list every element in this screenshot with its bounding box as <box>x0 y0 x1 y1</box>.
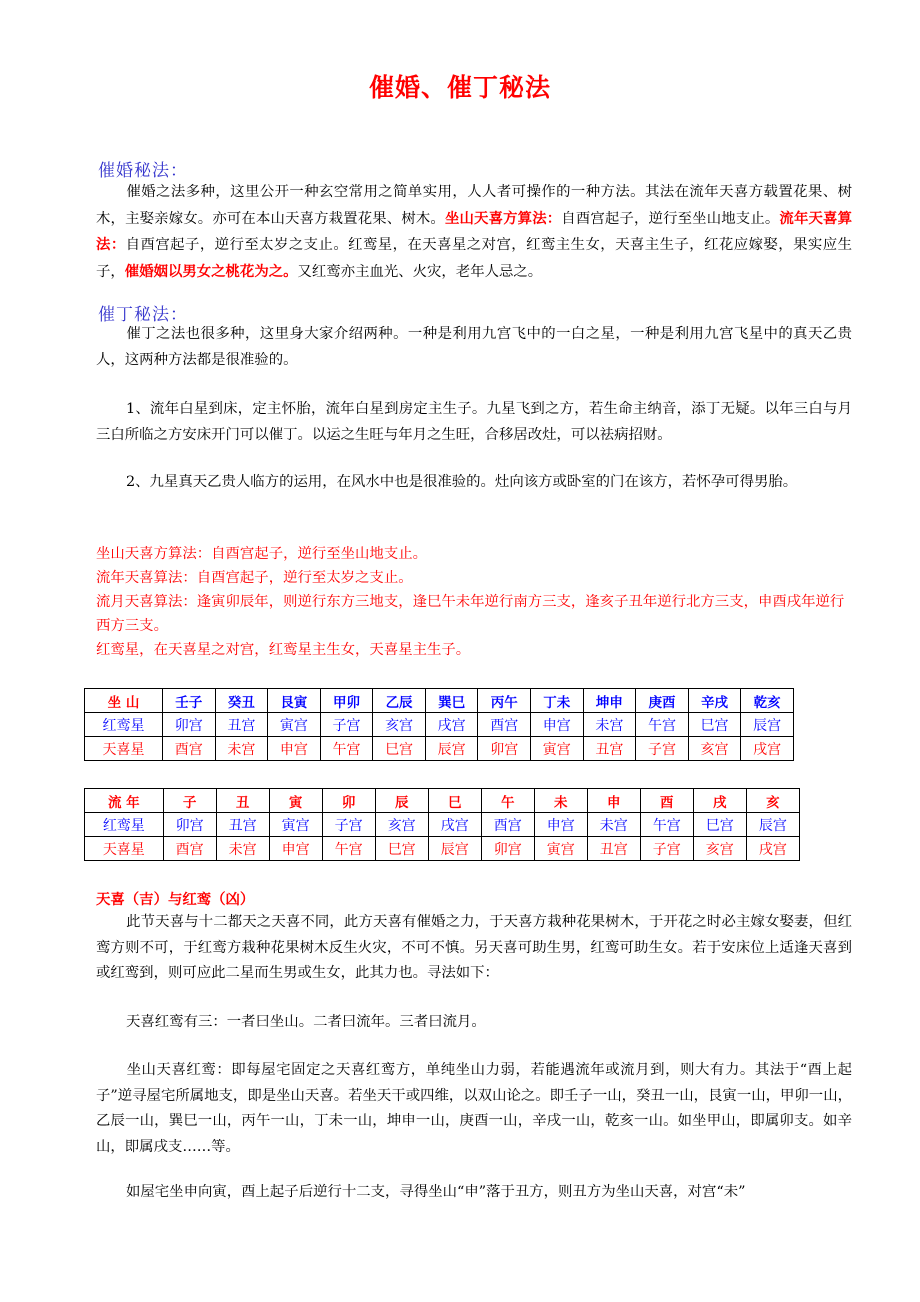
table-cell: 未宫 <box>216 837 269 861</box>
table-cell: 卯宫 <box>162 713 215 737</box>
table-cell: 辰宫 <box>741 713 794 737</box>
table-cell: 戌宫 <box>746 837 799 861</box>
table-cell: 寅宫 <box>531 737 584 761</box>
table-cell: 寅 <box>269 789 322 813</box>
table-cell: 子宫 <box>320 713 373 737</box>
row-label: 红鸾星 <box>85 813 164 837</box>
table-cell: 卯宫 <box>481 837 534 861</box>
xi-luan-paragraph-1 <box>96 910 852 987</box>
table-cell: 巳宫 <box>688 713 741 737</box>
table-cell: 寅宫 <box>269 813 322 837</box>
marriage-text-g: 又红鸾亦主血光、火灾，老年人忌之。 <box>297 263 543 280</box>
table-row <box>85 813 800 837</box>
row-label: 红鸾星 <box>85 713 163 737</box>
table-cell: 子宫 <box>636 737 689 761</box>
table-cell: 辰宫 <box>428 837 481 861</box>
table-cell: 寅宫 <box>268 713 321 737</box>
row-label: 流 年 <box>85 789 164 813</box>
table-cell: 丁未 <box>531 689 584 713</box>
marriage-text-b: 坐山天喜方算法： <box>444 209 562 227</box>
marriage-text-f: 催婚姻以男女之桃花为之。 <box>124 262 298 280</box>
xi-luan-text-4: 如屋宅坐申向寅，酉上起子后逆行十二支，寻得坐山“申”落于丑方，则丑方为坐山天喜，对宫“未” <box>126 1184 746 1200</box>
child-paragraph-1 <box>96 322 852 373</box>
table-cell: 亥宫 <box>693 837 746 861</box>
page-title: 催婚、催丁秘法 <box>368 73 551 102</box>
child-paragraph-2 <box>96 397 852 448</box>
table-cell: 丑宫 <box>587 837 640 861</box>
table-cell: 子宫 <box>322 813 375 837</box>
table-cell: 亥宫 <box>375 813 428 837</box>
table-cell: 酉宫 <box>478 713 531 737</box>
table-cell: 卯宫 <box>478 737 531 761</box>
marriage-paragraph <box>96 180 852 285</box>
red-note-1: 坐山天喜方算法：自酉宫起子，逆行至坐山地支止。 <box>96 546 427 562</box>
table-row <box>85 737 794 761</box>
table-cell: 辰宫 <box>746 813 799 837</box>
table-cell: 巳宫 <box>693 813 746 837</box>
table-cell: 午宫 <box>322 837 375 861</box>
table-cell: 丑 <box>216 789 269 813</box>
table-cell: 辛戌 <box>688 689 741 713</box>
table-cell: 卯 <box>322 789 375 813</box>
child-text-2: 1、流年白星到床，定主怀胎，流年白星到房定主生子。九星飞到之方，若生命主纳音，添丁无疑。以年三白与月三白所临之方安床开门可以催丁。以运之生旺与年月之生旺，合移居改灶，可以祛病招财。 <box>96 401 852 443</box>
table-cell: 寅宫 <box>534 837 587 861</box>
table-cell: 坤申 <box>583 689 636 713</box>
xi-luan-text-3: 坐山天喜红鸾：即每屋宅固定之天喜红鸾方，单纯坐山力弱，若能遇流年或流月到，则大有力。其法于“酉上起子”逆寻屋宅所属地支，即是坐山天喜。若坐天干或四维，以双山论之。即壬子一山，癸丑一山，艮寅一山，甲卯一山，乙辰一山，巽巳一山，丙午一山，丁未一山，坤申一山，庚酉一山，辛戌一山，乾亥一山。如坐甲山，即属卯支。如辛山，即属戌支……等。 <box>96 1062 852 1155</box>
table-cell: 巳宫 <box>373 737 426 761</box>
section-heading-xi-luan: 天喜（吉）与红鸾（凶） <box>96 891 255 908</box>
table-cell: 午宫 <box>320 737 373 761</box>
table-cell: 戌宫 <box>428 813 481 837</box>
table-cell: 酉宫 <box>481 813 534 837</box>
table-cell: 巳宫 <box>375 837 428 861</box>
table-cell: 子宫 <box>640 837 693 861</box>
marriage-text-a: 催婚之法多种，这里公开一种玄空常用之简单实用，人人者可操作的一种方法。其法在流年天喜方载置花果、树木，主娶亲嫁女。亦可在本山天喜方栽置花果、树木。 <box>96 184 852 227</box>
table-cell: 申宫 <box>534 813 587 837</box>
table-cell: 酉 <box>640 789 693 813</box>
table-cell: 癸丑 <box>215 689 268 713</box>
table-cell: 亥宫 <box>688 737 741 761</box>
table-cell: 卯宫 <box>163 813 216 837</box>
table-cell: 庚酉 <box>636 689 689 713</box>
table-cell: 午宫 <box>640 813 693 837</box>
table-cell: 丙午 <box>478 689 531 713</box>
row-label: 天喜星 <box>85 837 164 861</box>
table-cell: 乙辰 <box>373 689 426 713</box>
table-cell: 亥宫 <box>373 713 426 737</box>
xi-luan-text-1: 此节天喜与十二都天之天喜不同，此方天喜有催婚之力，于天喜方栽种花果树木，于开花之时必主嫁女娶妻，但红鸾方则不可，于红鸾方栽种花果树木反生火灾，不可不慎。另天喜可助生男，红鸾可助生女。若于安床位上适逢天喜到或红鸾到，则可应此二星而生男或生女，此其力也。寻法如下： <box>96 914 852 981</box>
row-label: 坐 山 <box>85 689 163 713</box>
table-row <box>85 713 794 737</box>
marriage-text-e: 自酉宫起子，逆行至太岁之支止。红鸾星，在天喜星之对宫，红鸾主生女，天喜主生子，红花应嫁娶，果实应生子， <box>96 237 852 280</box>
table-row <box>85 837 800 861</box>
table-cell: 未宫 <box>587 813 640 837</box>
xi-luan-paragraph-4 <box>96 1180 852 1206</box>
red-notes <box>96 542 852 662</box>
year-table <box>84 788 800 861</box>
child-text-3: 2、九星真天乙贵人临方的运用，在风水中也是很准验的。灶向该方或卧室的门在该方，若怀孕可得男胎。 <box>126 474 798 490</box>
section-heading-marriage: 催婚秘法： <box>98 161 188 181</box>
table-cell: 丑宫 <box>583 737 636 761</box>
table-cell: 酉宫 <box>163 837 216 861</box>
red-note-4: 红鸾星，在天喜星之对宫，红鸾星主生女，天喜星主生子。 <box>96 642 471 658</box>
table-cell: 戌宫 <box>741 737 794 761</box>
table-cell: 申宫 <box>268 737 321 761</box>
table-cell: 申 <box>587 789 640 813</box>
xi-luan-paragraph-2 <box>96 1010 852 1036</box>
table-cell: 申宫 <box>531 713 584 737</box>
table-cell: 午 <box>481 789 534 813</box>
table-cell: 丑宫 <box>216 813 269 837</box>
table-cell: 戌宫 <box>425 713 478 737</box>
table-cell: 子 <box>163 789 216 813</box>
red-note-3: 流月天喜算法：逢寅卯辰年，则逆行东方三地支，逢巳午未年逆行南方三支，逢亥子丑年逆行北方三支，申酉戌年逆行西方三支。 <box>96 594 845 634</box>
table-cell: 甲卯 <box>320 689 373 713</box>
table-cell: 乾亥 <box>741 689 794 713</box>
child-text-1: 催丁之法也很多种，这里身大家介绍两种。一种是利用九宫飞中的一白之星，一种是利用九宫飞星中的真天乙贵人，这两种方法都是很准验的。 <box>96 326 852 368</box>
table-cell: 酉宫 <box>162 737 215 761</box>
mountain-table <box>84 688 794 761</box>
table-cell: 壬子 <box>162 689 215 713</box>
table-cell: 未宫 <box>583 713 636 737</box>
table-cell: 未宫 <box>215 737 268 761</box>
table-cell: 辰宫 <box>425 737 478 761</box>
table-cell: 丑宫 <box>215 713 268 737</box>
table-cell: 巽巳 <box>425 689 478 713</box>
marriage-text-d: 流年天喜算法： <box>96 209 852 253</box>
table-row <box>85 789 800 813</box>
table-cell: 艮寅 <box>268 689 321 713</box>
xi-luan-paragraph-3 <box>96 1058 852 1160</box>
table-cell: 未 <box>534 789 587 813</box>
table-row <box>85 689 794 713</box>
section-heading-child: 催丁秘法： <box>98 305 188 325</box>
table-cell: 亥 <box>746 789 799 813</box>
table-cell: 申宫 <box>269 837 322 861</box>
row-label: 天喜星 <box>85 737 163 761</box>
table-cell: 戌 <box>693 789 746 813</box>
table-cell: 巳 <box>428 789 481 813</box>
table-cell: 午宫 <box>636 713 689 737</box>
marriage-text-c: 自酉宫起子，逆行至坐山地支止。 <box>561 210 780 227</box>
child-paragraph-3 <box>96 470 852 496</box>
table-cell: 辰 <box>375 789 428 813</box>
xi-luan-text-2: 天喜红鸾有三：一者曰坐山。二者曰流年。三者曰流月。 <box>126 1014 486 1030</box>
red-note-2: 流年天喜算法：自酉宫起子，逆行至太岁之支止。 <box>96 570 413 586</box>
